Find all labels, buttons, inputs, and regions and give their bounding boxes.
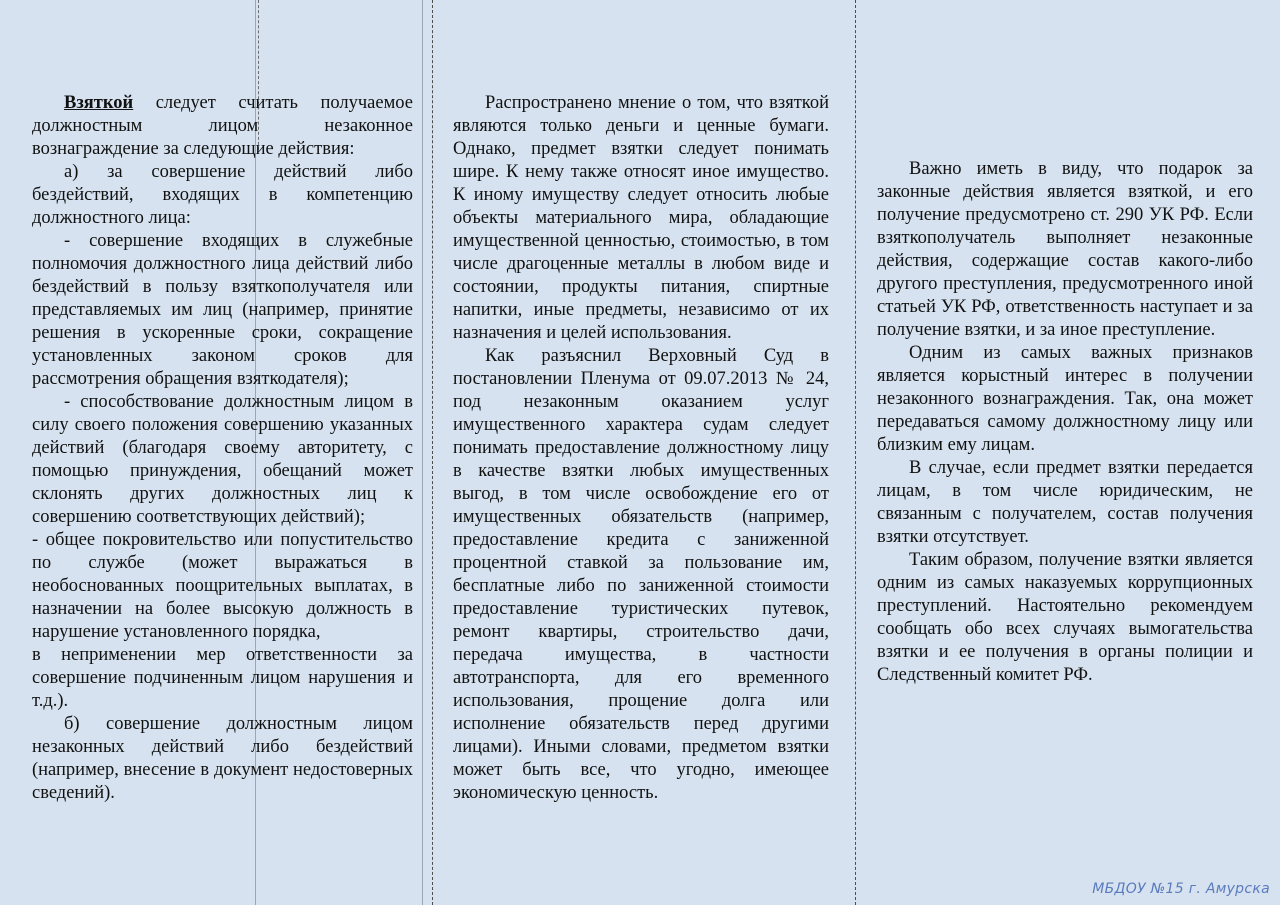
left-column: [32, 92, 413, 805]
middle-column: [453, 92, 829, 805]
bribe-definition-text: следует считать получаемое должностным лицом незаконное вознаграждение за следующие действия:: [32, 93, 413, 159]
item-a-point-2: - способствование должностным лицом в силу своего положения совершению указанных действий (благодаря своему авторитету, с помощью принуждения, обещаний может склонять других должностных лиц к совершению соответствующих действий);: [32, 392, 413, 527]
column-divider-left: [422, 0, 423, 905]
self-interest-paragraph: Одним из самых важных признаков является корыстный интерес в получении незаконного вознаграждения. Так, она может передаваться самому должностному лицу или близким ему лицам.: [877, 343, 1253, 455]
supreme-court-paragraph: Как разъяснил Верховный Суд в постановлении Пленума от 09.07.2013 № 24, под незаконным оказанием услуг имущественного характера судам следует понимать предоставление должностному лицу в качестве взятки любых имущественных выгод, в том числе освобождение его от имущественных обязательств (например, предоставление кредита с заниженной процентной ставкой за пользование им, бесплатные либо по заниженной стоимости предоставление туристических путевок, ремонт квартиры, строительство дачи, передача имущества, в частности автотранспорта, для его временного использования, прощение долга или исполнение обязательств перед другими лицами). Иными словами, предметом взятки может быть все, что угодно, имеющее экономическую ценность.: [453, 346, 829, 803]
item-b: б) совершение должностным лицом незаконных действий либо бездействий (например, внесение в документ недостоверных сведений).: [32, 714, 413, 803]
bribe-subject-paragraph: Распространено мнение о том, что взяткой являются только деньги и ценные бумаги. Однако, предмет взятки следует понимать шире. К нему также относят иное имущество. К иному имуществу следует относить любые объекты материального мира, обладающие имущественной ценностью, стоимостью, в том числе драгоценные металлы в любом виде и состоянии, продукты питания, спиртные напитки, иные предметы, независимо от их назначения и целей использования.: [453, 93, 829, 343]
item-a: а) за совершение действий либо бездействий, входящих в компетенцию должностного лица:: [32, 162, 413, 228]
conclusion-paragraph: Таким образом, получение взятки является одним из самых наказуемых коррупционных преступлений. Настоятельно рекомендуем сообщать обо всех случаях вымогательства взятки и ее получения в органы полиции и Следственный комитет РФ.: [877, 550, 1253, 685]
fold-line-right: [855, 0, 856, 905]
item-a-point-3: - общее покровительство или попустительство по службе (может выражаться в необоснованных поощрительных выплатах, в назначении на более высокую должность в нарушение установленного порядка,: [32, 530, 413, 642]
third-party-paragraph: В случае, если предмет взятки передается лицам, в том числе юридическим, не связанным с получателем, состав получения взятки отсутствует.: [877, 458, 1253, 547]
bribe-definition: [32, 92, 413, 161]
right-column: [877, 158, 1253, 687]
gift-paragraph: Важно иметь в виду, что подарок за законные действия является взяткой, и его получение предусмотрено ст. 290 УК РФ. Если взяткополучатель выполняет незаконные действия, содержащие состав какого-либо другого преступления, предусмотренного иной статьей УК РФ, ответственность наступает и за получение взятки, и за иное преступление.: [877, 159, 1253, 340]
bribe-keyword: Взяткой: [64, 93, 134, 113]
item-a-point-1: - совершение входящих в служебные полномочия должностного лица действий либо бездействий в пользу взяткополучателя или представляемых им лиц (например, принятие решения в ускоренные сроки, сокращение установленных законом сроков для рассмотрения обращения взяткодателя);: [32, 231, 413, 389]
fold-line-left: [432, 0, 433, 905]
item-a-point-3-continued: в неприменении мер ответственности за совершение подчиненным лицом нарушения и т.д.).: [32, 645, 413, 711]
organization-footer: МБДОУ №15 г. Амурска: [1092, 881, 1270, 897]
